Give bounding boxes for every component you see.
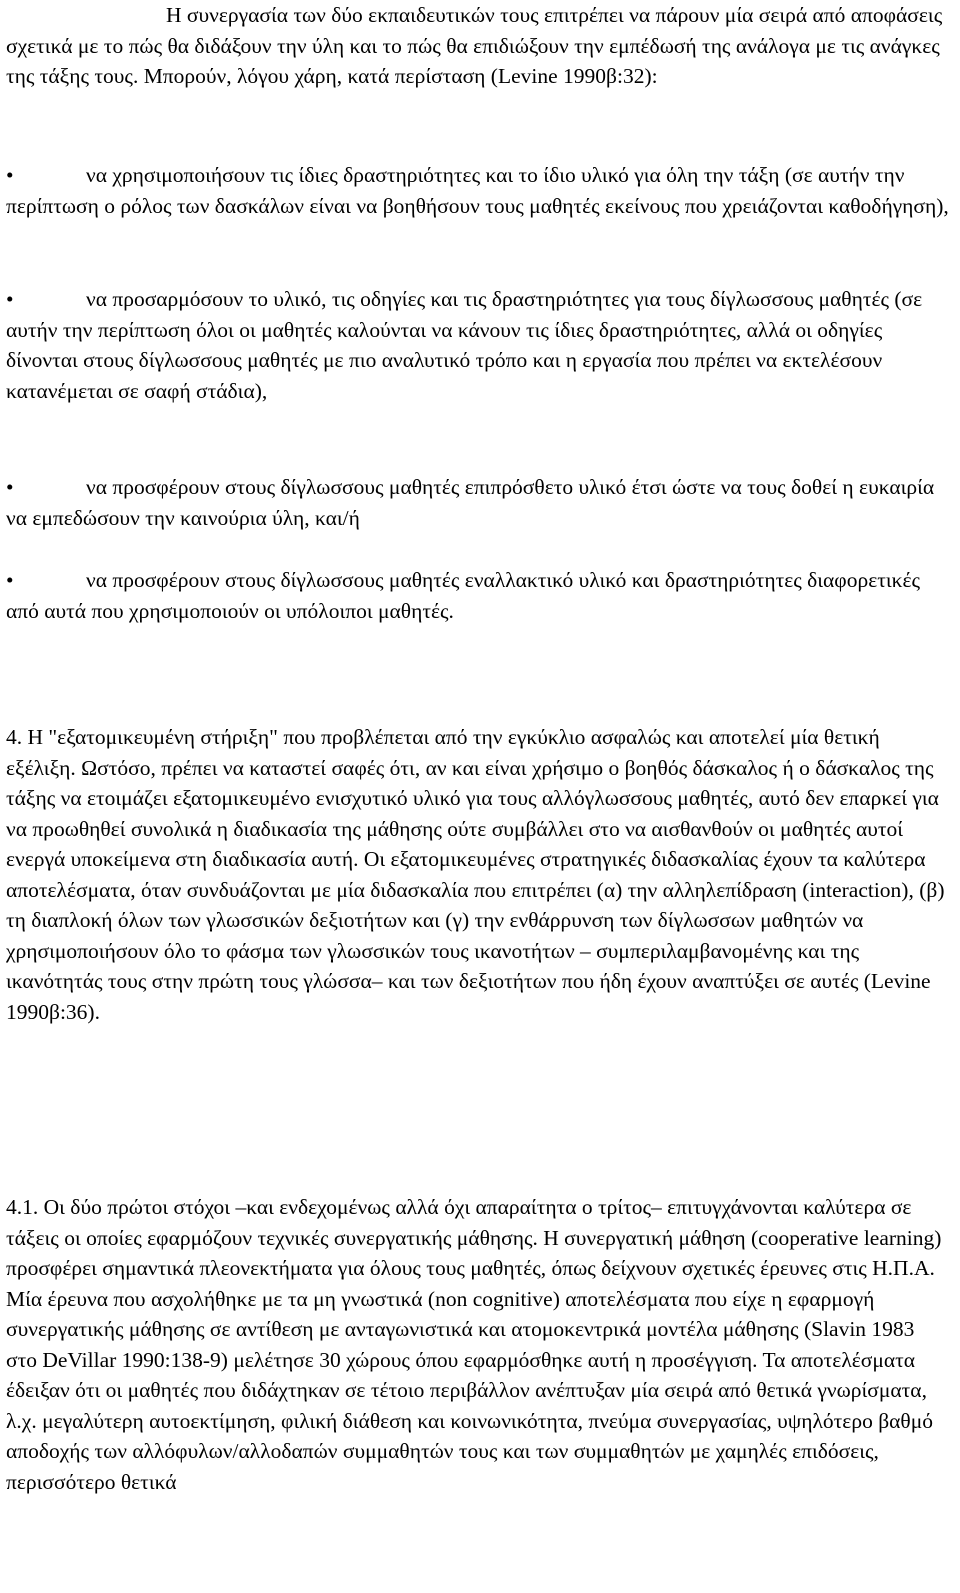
bullet-marker: •: [6, 163, 14, 187]
bullet-text: να προσφέρουν στους δίγλωσσους μαθητές επιπρόσθετο υλικό έτσι ώστε να τους δοθεί η ευκαιρία να εμπεδώσουν την καινούρια ύλη, και/ή: [6, 475, 935, 530]
intro-paragraph: Η συνεργασία των δύο εκπαιδευτικών τους επιτρέπει να πάρουν μία σειρά από αποφάσεις σχετικά με το πώς θα διδάξουν την ύλη και το πώς θα επιδιώξουν την εμπέδωσή της ανάλογα με τις ανάγκες της τάξης τους. Μπορούν, λόγου χάρη, κατά περίσταση (Levine 1990β:32):: [6, 3, 943, 88]
bullet-item-2: [6, 284, 950, 406]
bullet-item-1: [6, 160, 950, 221]
bullet-item-4: [6, 565, 950, 626]
bullet-text: να προσφέρουν στους δίγλωσσους μαθητές εναλλακτικό υλικό και δραστηριότητες διαφορετικές από αυτά που χρησιμοποιούν οι υπόλοιποι μαθητές.: [6, 568, 921, 623]
bullet-marker: •: [6, 287, 14, 311]
bullet-marker: •: [6, 568, 14, 592]
bullet-marker: •: [6, 475, 14, 499]
section-4-paragraph: 4. Η "εξατομικευμένη στήριξη" που προβλέπεται από την εγκύκλιο ασφαλώς και αποτελεί μία θετική εξέλιξη. Ωστόσο, πρέπει να καταστεί σαφές ότι, αν και είναι χρήσιμο ο βοηθός δάσκαλος ή ο δάσκαλος της τάξης να ετοιμάζει εξατομικευμένο ενισχυτικό υλικό για τους αλλόγλωσσους μαθητές, αυτό δεν επαρκεί για να προωθηθεί συνολικά η διαδικασία της μάθησης ούτε συμβάλλει στο να αισθανθούν οι μαθητές αυτοί ενεργά υποκείμενα στη διαδικασία αυτή. Οι εξατομικευμένες στρατηγικές διδασκαλίας έχουν τα καλύτερα αποτελέσματα, όταν συνδυάζονται με μία διδασκαλία που επιτρέπει (α) την αλληλεπίδραση (interaction), (β) τη διαπλοκή όλων των γλωσσικών δεξιοτήτων και (γ) την ενθάρρυνση των δίγλωσσων μαθητών να χρησιμοποιήσουν όλο το φάσμα των γλωσσικών τους ικανοτήτων – συμπεριλαμβανομένης και της ικανότητάς τους στην πρώτη τους γλώσσα– και των δεξιοτήτων που ήδη έχουν αναπτύξει σε αυτές (Levine 1990β:36).: [6, 725, 945, 1024]
bullet-item-3: [6, 472, 950, 533]
bullet-text: να προσαρμόσουν το υλικό, τις οδηγίες και τις δραστηριότητες για τους δίγλωσσους μαθητές (σε αυτήν την περίπτωση όλοι οι μαθητές καλούνται να κάνουν τις ίδιες δραστηριότητες, αλλά οι οδηγίες δίνονται στους δίγλωσσους μαθητές με πιο αναλυτικό τρόπο και η εργασία που πρέπει να εκτελέσουν κατανέμεται σε σαφή στάδια),: [6, 287, 923, 403]
section-4-1-paragraph: 4.1. Οι δύο πρώτοι στόχοι –και ενδεχομένως αλλά όχι απαραίτητα ο τρίτος– επιτυγχάνονται καλύτερα σε τάξεις οι οποίες εφαρμόζουν τεχνικές συνεργατικής μάθησης. Η συνεργατική μάθηση (cooperative learning) προσφέρει σημαντικά πλεονεκτήματα για όλους τους μαθητές, όπως δείχνουν σχετικές έρευνες στις Η.Π.Α. Μία έρευνα που ασχολήθηκε με τα μη γνωστικά (non cognitive) αποτελέσματα που είχε η εφαρμογή συνεργατικής μάθησης σε αντίθεση με ανταγωνιστικά και ατομοκεντρικά μοντέλα μάθησης (Slavin 1983 στο DeVillar 1990:138-9) μελέτησε 30 χώρους όπου εφαρμόσθηκε αυτή η προσέγγιση. Τα αποτελέσματα έδειξαν ότι οι μαθητές που διδάχτηκαν σε τέτοιο περιβάλλον ανέπτυξαν μία σειρά από θετικά γνωρίσματα, λ.χ. μεγαλύτερη αυτοεκτίμηση, φιλική διάθεση και κοινωνικότητα, πνεύμα συνεργασίας, υψηλότερο βαθμό αποδοχής των αλλόφυλων/αλλοδαπών συμμαθητών τους και των συμμαθητών με χαμηλές επιδόσεις, περισσότερο θετικά: [6, 1195, 942, 1494]
bullet-text: να χρησιμοποιήσουν τις ίδιες δραστηριότητες και το ίδιο υλικό για όλη την τάξη (σε αυτήν την περίπτωση ο ρόλος των δασκάλων είναι να βοηθήσουν τους μαθητές εκείνους που χρειάζονται καθοδήγηση),: [6, 163, 949, 218]
